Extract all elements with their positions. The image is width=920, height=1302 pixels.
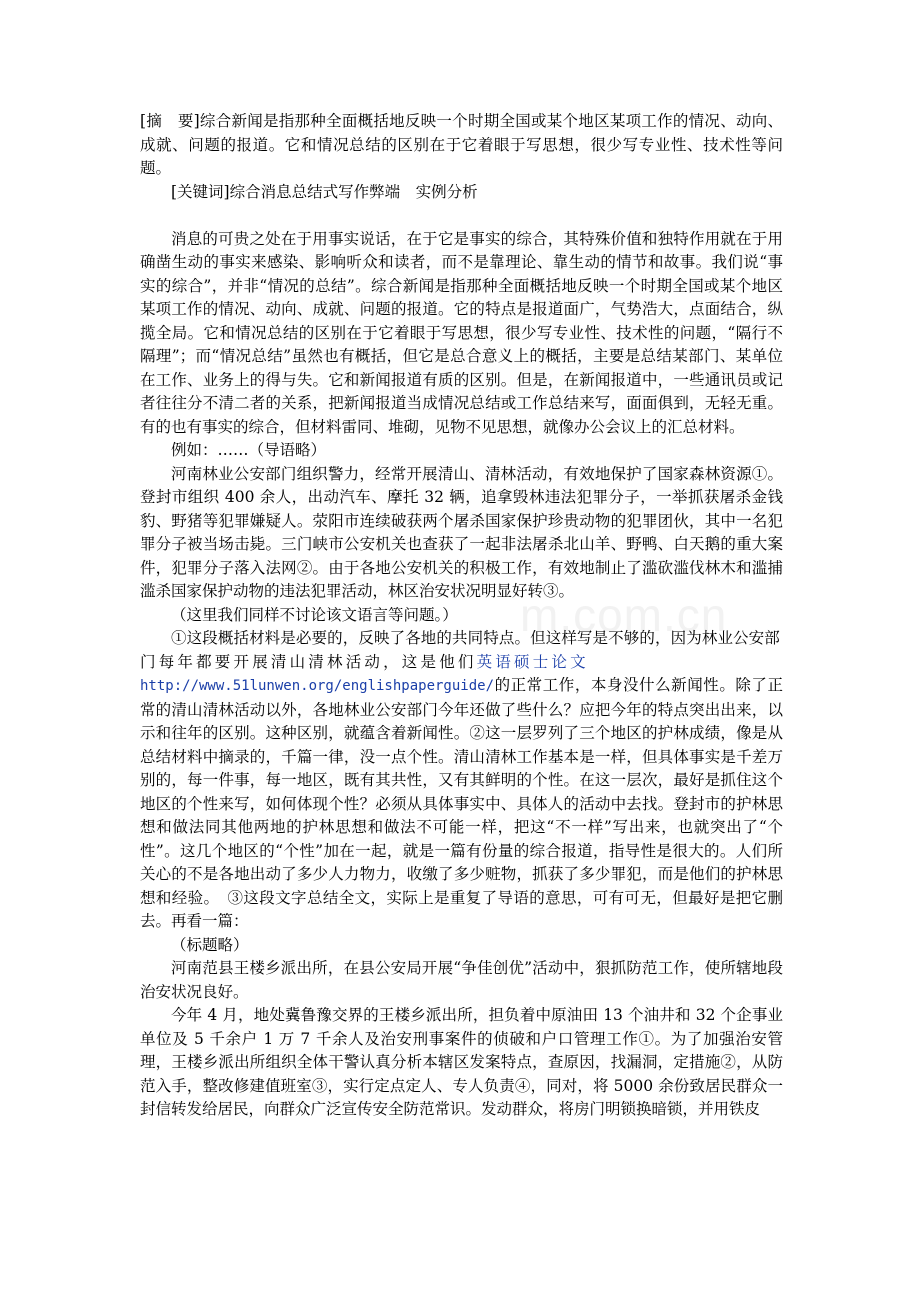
paragraph-case-one: 河南林业公安部门组织警力，经常开展清山、清林活动，有效地保护了国家森林资源①。登封市组织 400 余人，出动汽车、摩托 32 辆，追拿毁林违法犯罪分子，一举抓获屠杀金钱豹、野猪等犯罪嫌疑人。荥阳市连续破获两个屠杀国家保护珍贵动物的犯罪团伙，其中一名犯罪分子被当场击毙。三门峡市公安机关也查获了一起非法屠杀北山羊、野鸭、白天鹅的重大案件，犯罪分子落入法网②。由于各地公安机关的积极工作，有效地制止了滥砍滥伐林木和滥捕滥杀国家保护动物的违法犯罪活动，林区治安状况明显好转③。 (140, 464, 783, 600)
paragraph-gap (140, 204, 783, 228)
paragraph-intro: 消息的可贵之处在于用事实说话，在于它是事实的综合，其特殊价值和独特作用就在于用确凿生动的事实来感染、影响听众和读者，而不是靠理论、靠生动的情节和故事。我们说“事实的综合”，并非“情况的总结”。综合新闻是指那种全面概括地反映一个时期全国或某个地区某项工作的情况、动向、成就、问题的报道。它的特点是报道面广，气势浩大，点面结合，纵揽全局。它和情况总结的区别在于它着眼于写思想，很少写专业性、技术性的问题，“隔行不隔理”；而“情况总结”虽然也有概括，但它是总合意义上的概括，主要是总结某部门、某单位在工作、业务上的得与失。它和新闻报道有质的区别。但是，在新闻报道中，一些通讯员或记者往往分不清二者的关系，把新闻报道当成情况总结或工作总结来写，面面俱到，无轻无重。有的也有事实的综合，但材料雷同、堆砌，见物不见思想，就像办公会议上的汇总材料。 (140, 229, 783, 436)
analysis-text-b: 部门每年都要开展清山清林活动，这是他们 (140, 629, 783, 671)
paragraph-analysis (140, 627, 783, 934)
english-thesis-link[interactable]: 英语硕士论文 (476, 652, 589, 671)
paragraph-title-omitted: （标题略） (171, 935, 249, 954)
watermark: m.com.cn (520, 589, 728, 641)
analysis-text-a: ①这段概括材料是必要的，反映了各地的共同特点。但这样写是不够的，因为林业公安 (171, 629, 765, 647)
keywords: [关键词]综合消息总结式写作弊端 实例分析 (171, 182, 478, 201)
thesis-url-link[interactable]: http://www.51lunwen.org/englishpaperguide/ (140, 678, 495, 694)
paragraph-case-two-body: 今年 4 月，地处冀鲁豫交界的王楼乡派出所，担负着中原油田 13 个油井和 32 个企事业单位及 5 千余户 1 万 7 千余人及治安刑事案件的侦破和户口管理工作①。为了加强治安管理，王楼乡派出所组织全体干警认真分析本辖区发案特点，查原因，找漏洞，定措施②，从防范入手，整改修建值班室③，实行定点定人、专人负责④，同对，将 5000 余份致居民群众一封信转发给居民，向群众广泛宣传安全防范常识。发动群众，将房门明锁换暗锁，并用铁皮 (140, 1006, 783, 1118)
paragraph-note: （这里我们同样不讨论该文语言等问题。） (171, 605, 458, 624)
analysis-text-c: 的正常工作，本身没什么新闻性。除了正常的清山清林活动以外，各地林业公安部门今年还做了些什么？应把今年的特点突出出来，以示和往年的区别。这种区别，就蕴含着新闻性。②这一层罗列了三个地区的护林成绩，像是从总结材料中摘录的，千篇一律，没一点个性。清山清林工作基本是一样，但具体事实是千差万别的，每一件事，每一地区，既有其共性，又有其鲜明的个性。在这一层次，最好是抓住这个地区的个性来写，如何体现个性？必须从具体事实中、具体人的活动中去找。登封市的护林思想和做法同其他两地的护林思想和做法不可能一样，把这“不一样”写出来，也就突出了“个性”。这几个地区的“个性”加在一起，就是一篇有份量的综合报道，指导性是很大的。人们所关心的不是各地出动了多少人力物力，收缴了多少赃物，抓获了多少罪犯，而是他们的护林思想和经验。 ③这段文字总结全文，实际上是重复了导语的意思，可有可无，但最好是把它删去。再看一篇： (140, 676, 783, 930)
paragraph-case-two-lead: 河南范县王楼乡派出所，在县公安局开展“争佳创优”活动中，狠抓防范工作，使所辖地段治安状况良好。 (140, 959, 783, 1001)
abstract: [摘 要]综合新闻是指那种全面概括地反映一个时期全国或某个地区某项工作的情况、动向、成就、问题的报道。它和情况总结的区别在于它着眼于写思想，很少写专业性、技术性等问题。 (140, 112, 783, 177)
document-body (140, 110, 783, 1122)
paragraph-example: 例如：……（导语略） (171, 441, 327, 459)
